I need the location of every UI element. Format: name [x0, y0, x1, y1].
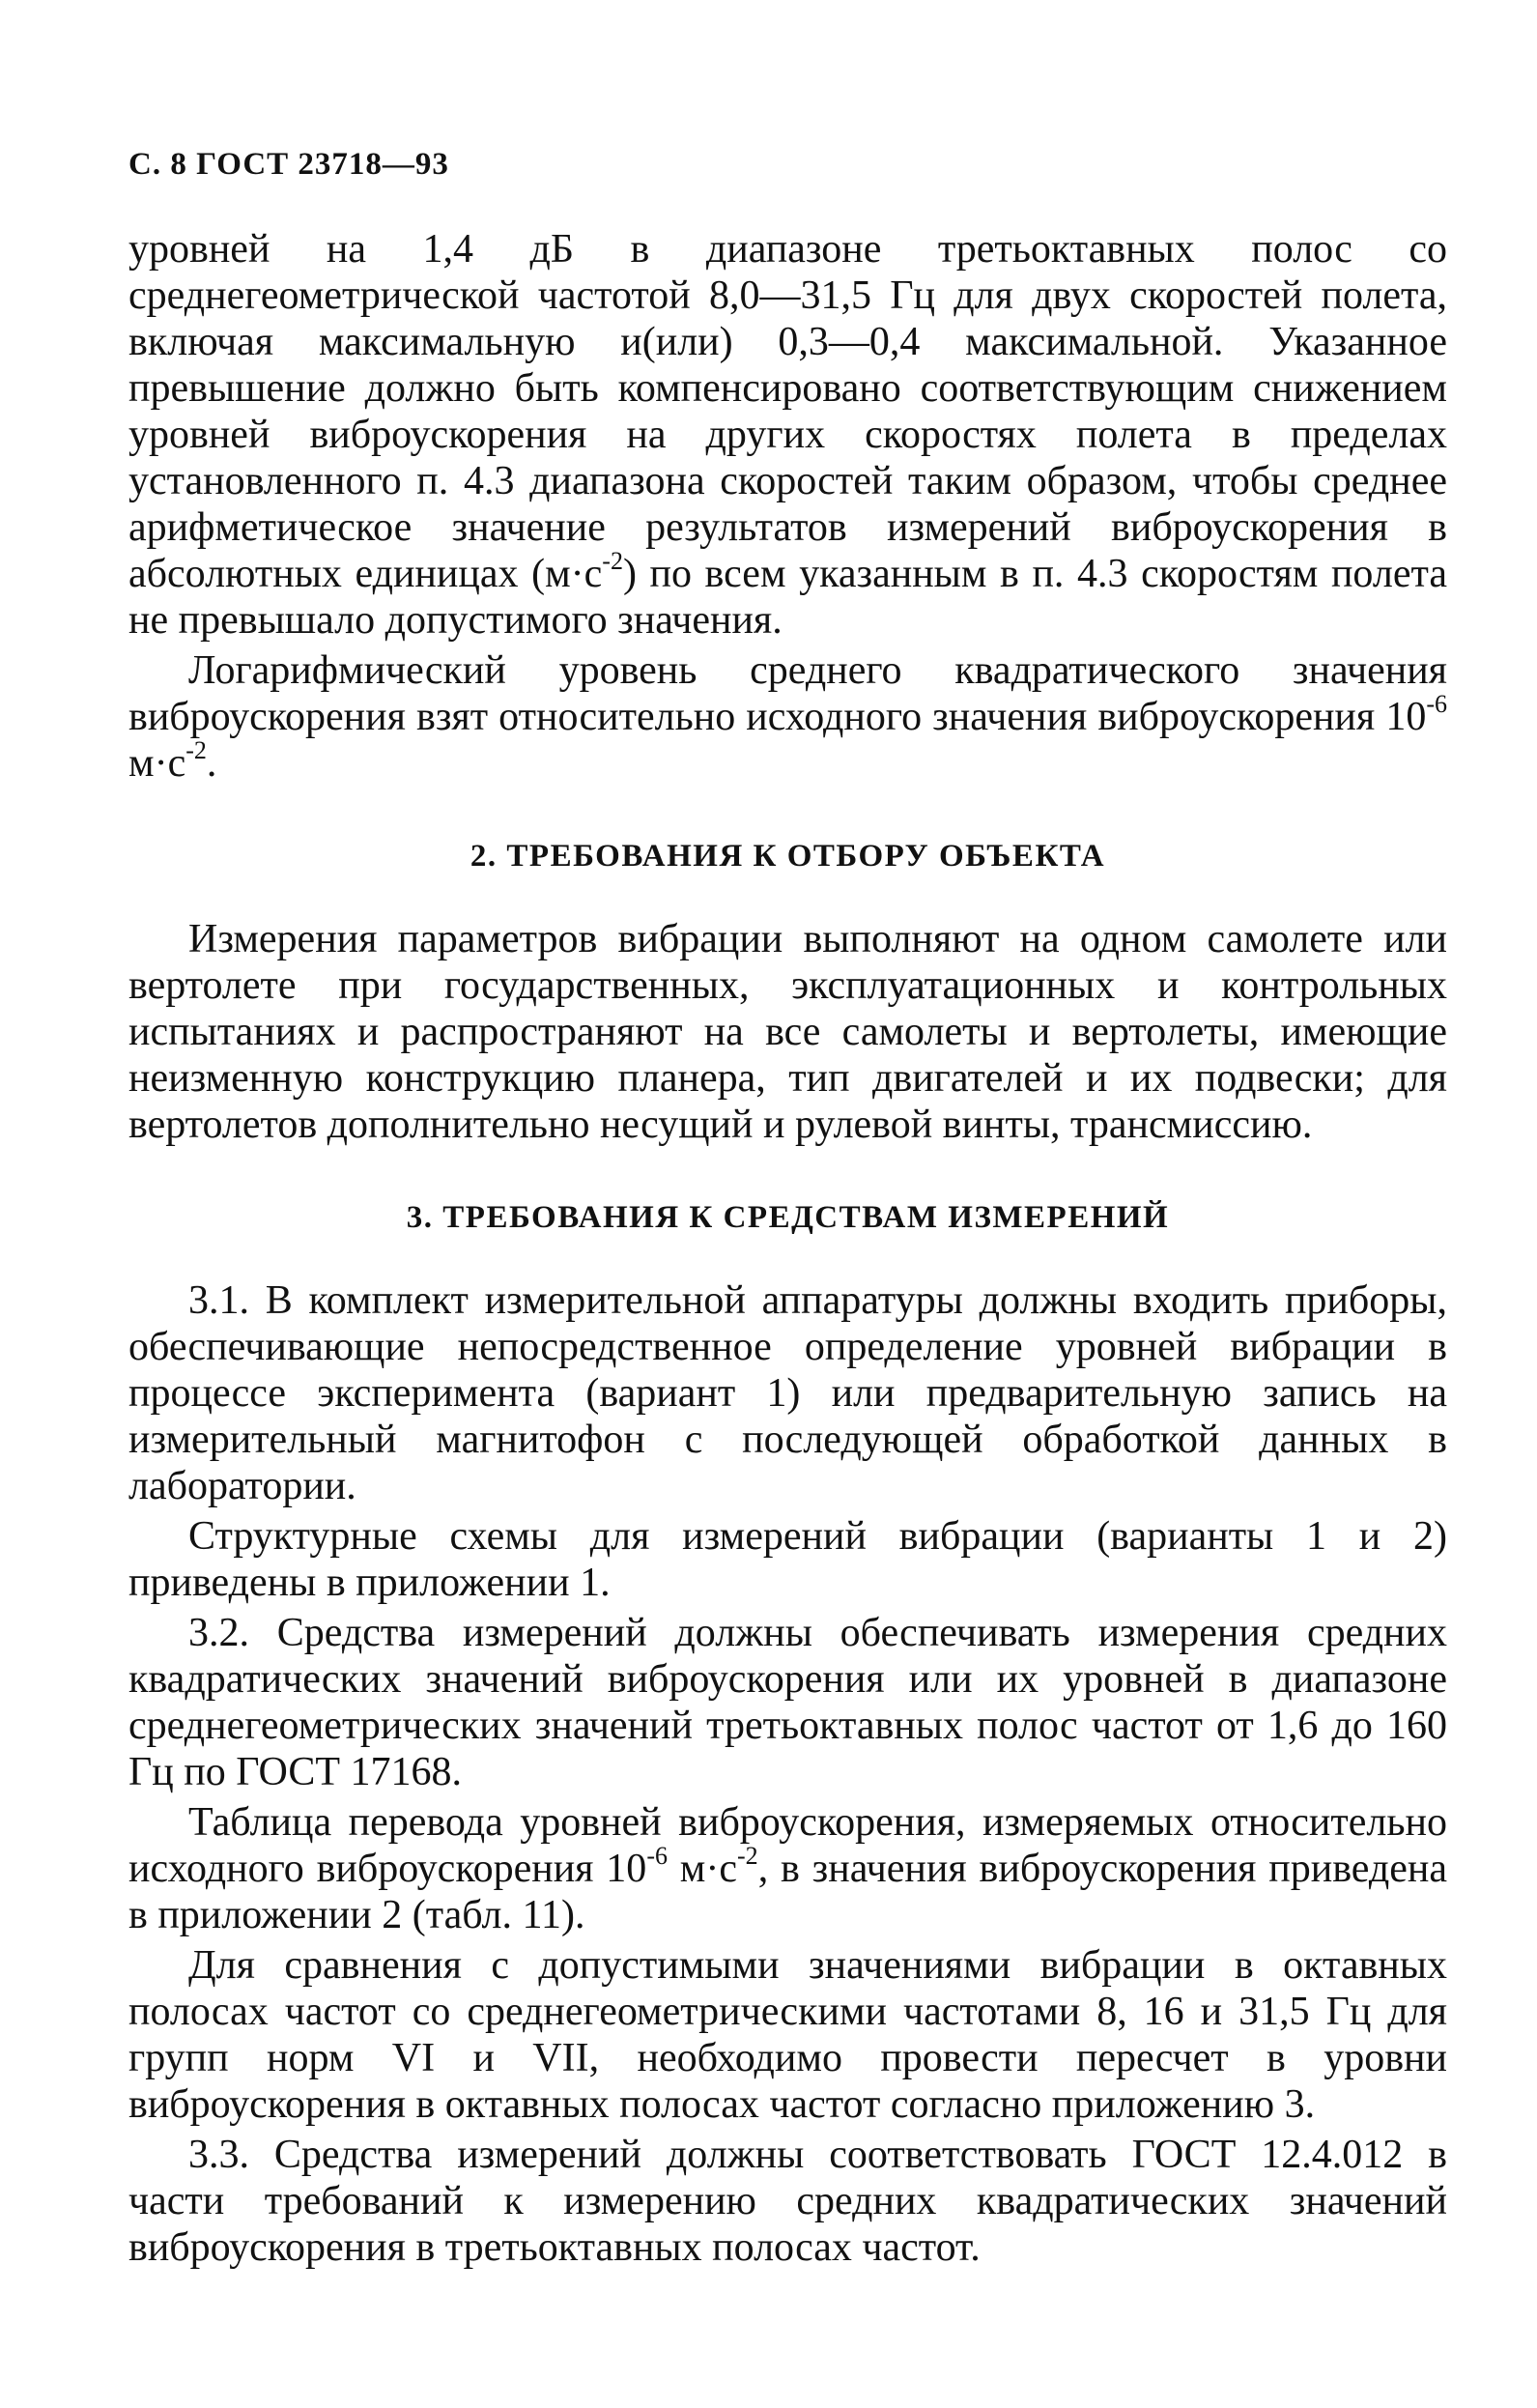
text-run: м·с — [667, 1847, 738, 1891]
paragraph-3-1: 3.1. В комплект измерительной аппаратуры должны входить приборы, обеспечивающие непосредственное определение уровней вибрации в процессе эксперимента (вариант 1) или предварительную запись на измерительный магнитофон с последующей обработкой данных в лаборатории. — [128, 1278, 1447, 1508]
text-run: Логарифмический уровень среднего квадратического значения виброускорения взят относительно исходного значения виброускорения 10 — [128, 648, 1447, 739]
text-run: . — [206, 741, 217, 786]
text-run: , в значения виброускорения приведена в приложении 2 (табл. 11). — [128, 1847, 1447, 1937]
paragraph-3-1-schemes: Структурные схемы для измерений вибрации (варианты 1 и 2) приведены в приложении 1. — [128, 1514, 1447, 1605]
text-run: Таблица перевода уровней виброускорения, измеряемых относительно исходного виброускорения 10 — [128, 1800, 1447, 1891]
section-heading-2: 2. ТРЕБОВАНИЯ К ОТБОРУ ОБЪЕКТА — [470, 839, 1106, 874]
section-heading-3: 3. ТРЕБОВАНИЯ К СРЕДСТВАМ ИЗМЕРЕНИЙ — [406, 1200, 1170, 1235]
superscript: -2 — [737, 1842, 758, 1870]
text-run: ) по всем указанным в п. 4.3 скоростям полета не превышало допустимого значения. — [128, 552, 1447, 643]
superscript: -2 — [185, 736, 207, 764]
text-run: уровней на 1,4 дБ в диапазоне третьоктавных полос со среднегеометрической частотой 8,0—31,5 Гц для двух скоростей полета, включая максимальную и(или) 0,3—0,4 максимальной. Указанное превышение должно быть компенсировано соответствующим снижением уровней виброускорения на других скоростях полета в пределах установленного п. 4.3 диапазона скоростей таким образом, чтобы среднее арифметическое значение результатов измерений виброускорения в абсолютных единицах (м·с — [128, 227, 1447, 596]
paragraph-log-level — [128, 647, 1447, 787]
paragraph-object-selection: Измерения параметров вибрации выполняют на одном самолете или вертолете при государственных, эксплуатационных и контрольных испытаниях и распространяют на все самолеты и вертолеты, имеющие неизменную конструкцию планера, тип двигателей и их подвески; для вертолетов дополнительно несущий и рулевой винты, трансмиссию. — [128, 917, 1447, 1147]
paragraph-3-2-octave: Для сравнения с допустимыми значениями вибрации в октавных полосах частот со среднегеометрическими частотами 8, 16 и 31,5 Гц для групп норм VI и VII, необходимо провести пересчет в уровни виброускорения в октавных полосах частот согласно приложению 3. — [128, 1943, 1447, 2127]
document-page — [128, 145, 1447, 2275]
text-run: м·с — [128, 741, 186, 786]
paragraph-continuation — [128, 226, 1447, 644]
paragraph-3-2-table — [128, 1799, 1447, 1938]
paragraph-3-2: 3.2. Средства измерений должны обеспечивать измерения средних квадратических значений виброускорения или их уровней в диапазоне среднегеометрических значений третьоктавных полос частот от 1,6 до 160 Гц по ГОСТ 17168. — [128, 1611, 1447, 1794]
superscript: -2 — [602, 547, 623, 575]
superscript: -6 — [646, 1842, 668, 1870]
superscript: -6 — [1426, 690, 1447, 718]
paragraph-3-3: 3.3. Средства измерений должны соответствовать ГОСТ 12.4.012 в части требований к измерению средних квадратических значений виброускорения в третьоктавных полосах частот. — [128, 2133, 1447, 2270]
running-head: С. 8 ГОСТ 23718—93 — [128, 147, 449, 182]
